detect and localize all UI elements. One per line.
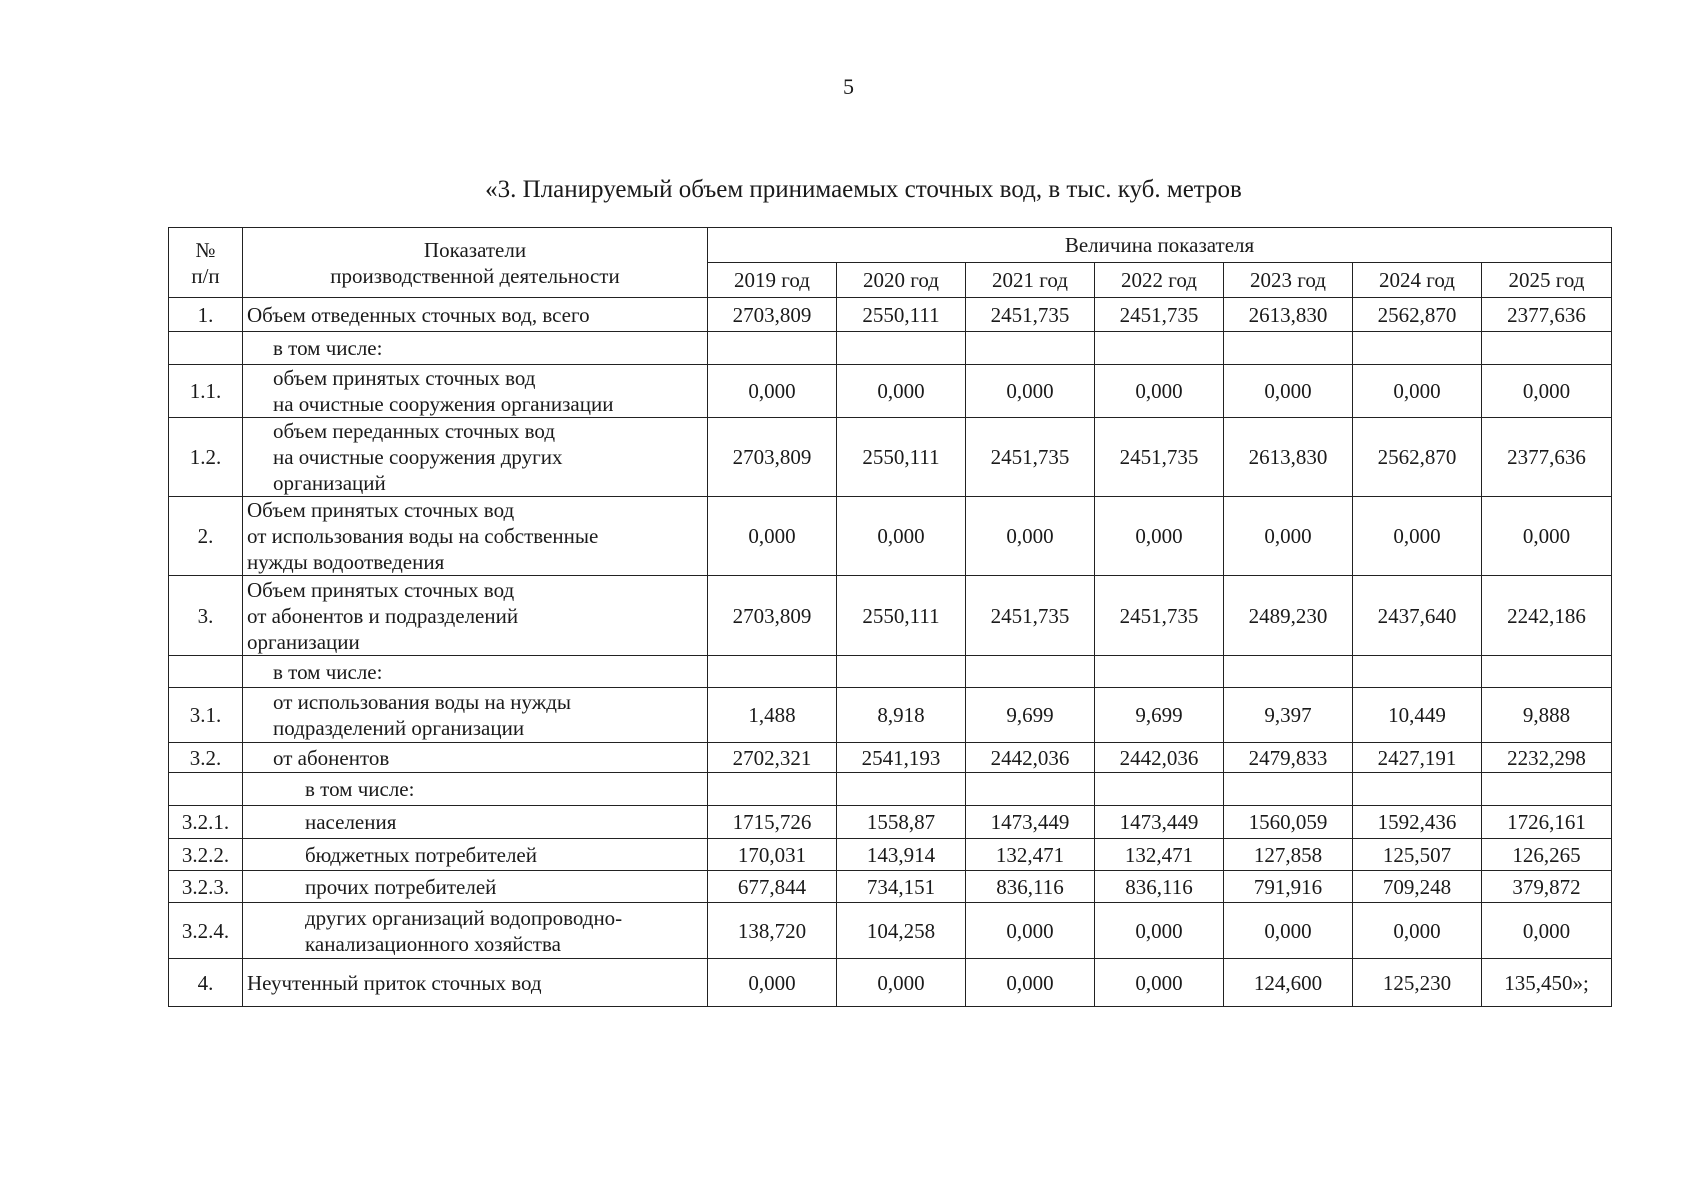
value-cell — [1482, 332, 1612, 365]
value-cell: 9,397 — [1224, 688, 1353, 743]
row-number: 3.2.3. — [169, 871, 243, 903]
row-number — [169, 773, 243, 806]
value-cell: 2702,321 — [708, 743, 837, 773]
value-cell: 2489,230 — [1224, 576, 1353, 656]
row-number: 3.2.1. — [169, 806, 243, 839]
value-cell: 734,151 — [837, 871, 966, 903]
value-cell: 0,000 — [837, 959, 966, 1007]
header-value-group: Величина показателя — [708, 228, 1612, 263]
value-cell: 2703,809 — [708, 418, 837, 497]
value-cell: 836,116 — [1095, 871, 1224, 903]
value-cell: 2550,111 — [837, 418, 966, 497]
value-cell: 0,000 — [1095, 959, 1224, 1007]
value-cell: 9,888 — [1482, 688, 1612, 743]
row-number: 3.2.2. — [169, 839, 243, 871]
table-row — [169, 418, 1612, 497]
value-cell: 2451,735 — [966, 298, 1095, 332]
table-row — [169, 773, 1612, 806]
value-cell: 2613,830 — [1224, 418, 1353, 497]
value-cell — [708, 332, 837, 365]
value-cell: 2442,036 — [1095, 743, 1224, 773]
value-cell — [1224, 773, 1353, 806]
row-label: от использования воды на нужды подразделений организации — [243, 688, 708, 743]
value-cell: 0,000 — [1224, 903, 1353, 959]
value-cell: 9,699 — [1095, 688, 1224, 743]
row-number: 3.1. — [169, 688, 243, 743]
data-table — [168, 227, 1612, 1007]
row-number: 3.2. — [169, 743, 243, 773]
value-cell — [837, 773, 966, 806]
value-cell: 2427,191 — [1353, 743, 1482, 773]
value-cell: 0,000 — [1095, 497, 1224, 576]
value-cell: 836,116 — [966, 871, 1095, 903]
value-cell: 1560,059 — [1224, 806, 1353, 839]
value-cell: 0,000 — [1353, 903, 1482, 959]
value-cell: 0,000 — [1095, 365, 1224, 418]
row-label: прочих потребителей — [243, 871, 708, 903]
row-label: в том числе: — [243, 773, 708, 806]
value-cell: 0,000 — [1482, 365, 1612, 418]
row-number: 2. — [169, 497, 243, 576]
value-cell: 0,000 — [1353, 365, 1482, 418]
row-label: в том числе: — [243, 332, 708, 365]
row-number: 1. — [169, 298, 243, 332]
value-cell: 709,248 — [1353, 871, 1482, 903]
value-cell — [1224, 332, 1353, 365]
value-cell: 2242,186 — [1482, 576, 1612, 656]
value-cell: 126,265 — [1482, 839, 1612, 871]
value-cell: 0,000 — [837, 497, 966, 576]
value-cell: 0,000 — [708, 959, 837, 1007]
value-cell: 2541,193 — [837, 743, 966, 773]
value-cell: 9,699 — [966, 688, 1095, 743]
row-label: Объем отведенных сточных вод, всего — [243, 298, 708, 332]
header-year: 2020 год — [837, 263, 966, 298]
value-cell: 2451,735 — [1095, 298, 1224, 332]
row-label: бюджетных потребителей — [243, 839, 708, 871]
value-cell — [1482, 656, 1612, 688]
row-label: объем переданных сточных вод на очистные сооружения других организаций — [243, 418, 708, 497]
value-cell: 138,720 — [708, 903, 837, 959]
value-cell — [708, 773, 837, 806]
header-year: 2022 год — [1095, 263, 1224, 298]
value-cell — [966, 656, 1095, 688]
table-row — [169, 871, 1612, 903]
row-number: 3. — [169, 576, 243, 656]
value-cell: 2613,830 — [1224, 298, 1353, 332]
row-number: 1.1. — [169, 365, 243, 418]
value-cell — [1353, 332, 1482, 365]
row-label: Объем принятых сточных вод от использования воды на собственные нужды водоотведения — [243, 497, 708, 576]
table-row — [169, 688, 1612, 743]
row-number — [169, 656, 243, 688]
value-cell: 170,031 — [708, 839, 837, 871]
table-row — [169, 576, 1612, 656]
table-row — [169, 743, 1612, 773]
value-cell: 2562,870 — [1353, 418, 1482, 497]
value-cell: 0,000 — [966, 497, 1095, 576]
value-cell: 1726,161 — [1482, 806, 1612, 839]
row-number: 3.2.4. — [169, 903, 243, 959]
value-cell — [1353, 773, 1482, 806]
value-cell: 0,000 — [966, 903, 1095, 959]
table-title: «3. Планируемый объем принимаемых сточных вод, в тыс. куб. метров — [485, 176, 1242, 203]
value-cell: 2232,298 — [1482, 743, 1612, 773]
row-label: от абонентов — [243, 743, 708, 773]
value-cell: 0,000 — [837, 365, 966, 418]
value-cell: 2562,870 — [1353, 298, 1482, 332]
table-row — [169, 959, 1612, 1007]
header-year: 2019 год — [708, 263, 837, 298]
value-cell: 2377,636 — [1482, 418, 1612, 497]
value-cell: 0,000 — [708, 365, 837, 418]
value-cell: 0,000 — [1482, 903, 1612, 959]
value-cell: 2479,833 — [1224, 743, 1353, 773]
value-cell: 132,471 — [966, 839, 1095, 871]
header-indicator: Показатели производственной деятельности — [243, 228, 708, 298]
value-cell: 2437,640 — [1353, 576, 1482, 656]
value-cell: 2377,636 — [1482, 298, 1612, 332]
value-cell: 1473,449 — [1095, 806, 1224, 839]
table-row — [169, 656, 1612, 688]
value-cell: 0,000 — [1095, 903, 1224, 959]
row-number: 4. — [169, 959, 243, 1007]
row-number: 1.2. — [169, 418, 243, 497]
value-cell: 2451,735 — [1095, 418, 1224, 497]
row-label: Неучтенный приток сточных вод — [243, 959, 708, 1007]
value-cell: 791,916 — [1224, 871, 1353, 903]
value-cell: 0,000 — [1353, 497, 1482, 576]
table-row — [169, 839, 1612, 871]
value-cell: 2703,809 — [708, 298, 837, 332]
value-cell: 125,230 — [1353, 959, 1482, 1007]
value-cell — [837, 332, 966, 365]
value-cell: 135,450»; — [1482, 959, 1612, 1007]
page-number: 5 — [843, 74, 854, 99]
value-cell — [1224, 656, 1353, 688]
value-cell: 2550,111 — [837, 576, 966, 656]
value-cell: 677,844 — [708, 871, 837, 903]
value-cell — [1095, 773, 1224, 806]
table-row — [169, 497, 1612, 576]
value-cell: 379,872 — [1482, 871, 1612, 903]
table-row — [169, 332, 1612, 365]
value-cell: 2442,036 — [966, 743, 1095, 773]
table-row — [169, 298, 1612, 332]
row-label: Объем принятых сточных вод от абонентов и подразделений организации — [243, 576, 708, 656]
header-year: 2024 год — [1353, 263, 1482, 298]
value-cell: 0,000 — [1224, 365, 1353, 418]
value-cell: 2451,735 — [966, 576, 1095, 656]
value-cell: 2451,735 — [1095, 576, 1224, 656]
row-label: в том числе: — [243, 656, 708, 688]
row-number — [169, 332, 243, 365]
value-cell: 104,258 — [837, 903, 966, 959]
value-cell — [1353, 656, 1482, 688]
value-cell: 0,000 — [966, 959, 1095, 1007]
value-cell: 2451,735 — [966, 418, 1095, 497]
value-cell — [1482, 773, 1612, 806]
row-label: населения — [243, 806, 708, 839]
value-cell: 0,000 — [708, 497, 837, 576]
value-cell: 0,000 — [1482, 497, 1612, 576]
header-year: 2023 год — [1224, 263, 1353, 298]
value-cell — [1095, 656, 1224, 688]
header-year: 2025 год — [1482, 263, 1612, 298]
value-cell: 2703,809 — [708, 576, 837, 656]
value-cell: 143,914 — [837, 839, 966, 871]
table-row — [169, 903, 1612, 959]
value-cell: 10,449 — [1353, 688, 1482, 743]
header-num: № п/п — [169, 228, 243, 298]
row-label: других организаций водопроводно- канализационного хозяйства — [243, 903, 708, 959]
row-label: объем принятых сточных вод на очистные сооружения организации — [243, 365, 708, 418]
value-cell: 2550,111 — [837, 298, 966, 332]
value-cell — [966, 332, 1095, 365]
value-cell: 1715,726 — [708, 806, 837, 839]
value-cell: 0,000 — [1224, 497, 1353, 576]
value-cell: 1,488 — [708, 688, 837, 743]
value-cell — [1095, 332, 1224, 365]
value-cell: 0,000 — [966, 365, 1095, 418]
value-cell — [966, 773, 1095, 806]
value-cell: 8,918 — [837, 688, 966, 743]
value-cell: 1473,449 — [966, 806, 1095, 839]
value-cell: 124,600 — [1224, 959, 1353, 1007]
value-cell: 132,471 — [1095, 839, 1224, 871]
value-cell — [708, 656, 837, 688]
value-cell: 127,858 — [1224, 839, 1353, 871]
header-year: 2021 год — [966, 263, 1095, 298]
value-cell: 1592,436 — [1353, 806, 1482, 839]
table-row — [169, 365, 1612, 418]
value-cell — [837, 656, 966, 688]
table-row — [169, 806, 1612, 839]
value-cell: 1558,87 — [837, 806, 966, 839]
value-cell: 125,507 — [1353, 839, 1482, 871]
